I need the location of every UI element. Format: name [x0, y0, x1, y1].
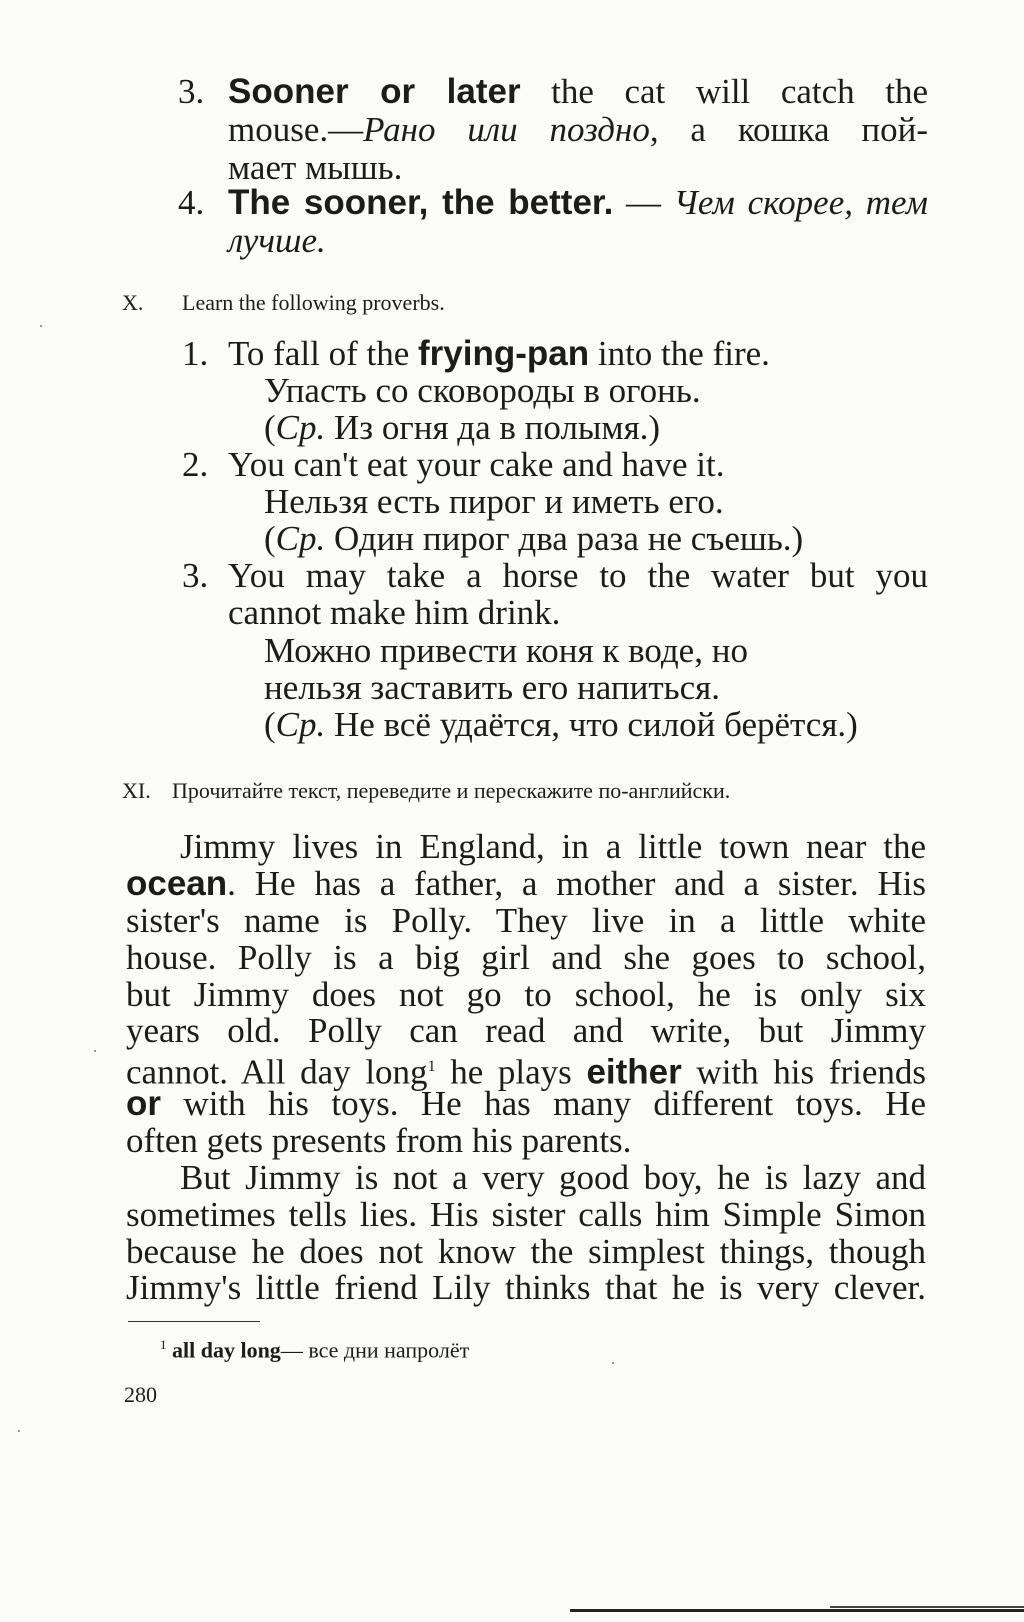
- footnote-gloss: все дни напролёт: [308, 1337, 470, 1363]
- ix-item-3-line1: [228, 73, 928, 111]
- scan-speck: [94, 1050, 96, 1052]
- section-xi-number: XI.: [122, 778, 151, 803]
- p1-line-8-rest: with his toys. He has many different toys. He: [161, 1084, 926, 1123]
- proverb-1-cf-text: Из огня да в полымя.): [325, 408, 661, 447]
- proverb-2-english: You can't eat your cake and have it.: [228, 445, 725, 484]
- ix-item-4-dash: —: [613, 183, 674, 222]
- section-xi-heading: Прочитайте текст, переведите и перескажите по-английски.: [172, 778, 731, 803]
- scan-speck: [612, 1362, 614, 1364]
- proverb-2-num: 2.: [182, 445, 209, 484]
- proverb-2-cf: [264, 520, 803, 558]
- footnote-rule: [128, 1321, 260, 1322]
- proverb-3-english-2: cannot make him drink.: [228, 593, 561, 632]
- either-bold: either: [586, 1052, 682, 1092]
- proverb-3-cf-label: Ср.: [275, 705, 326, 744]
- p1-line-6: years old. Polly can read and write, but Jimmy: [126, 1011, 926, 1050]
- proverb-3-russian-2: нельзя заставить его напиться.: [264, 668, 720, 707]
- proverb-1-en-a: To fall of the: [228, 334, 418, 373]
- footnote-dash: —: [280, 1337, 309, 1363]
- proverb-2-russian: Нельзя есть пирог и иметь его.: [264, 482, 724, 521]
- ix-item-3-rest: the cat will catch the: [520, 72, 928, 111]
- section-x-heading: Learn the following proverbs.: [182, 290, 445, 315]
- proverb-1-cf: [264, 409, 660, 447]
- proverb-3-cf: [264, 706, 858, 744]
- proverb-2-cf-label: Ср.: [275, 519, 326, 558]
- proverb-1-en-b: into the fire.: [589, 334, 770, 373]
- proverb-2-cf-open: (: [264, 519, 276, 558]
- p2-line-1: But Jimmy is not a very good boy, he is lazy and: [180, 1158, 926, 1197]
- proverb-1-cf-label: Ср.: [275, 408, 326, 447]
- p1-line-7-a: cannot. All day long: [126, 1052, 428, 1092]
- proverb-3-russian-1: Можно привести коня к воде, но: [264, 631, 748, 670]
- ix-item-3-line2: [228, 111, 928, 149]
- proverb-3-english-1: You may take a horse to the water but you: [228, 556, 928, 595]
- section-x-number: X.: [122, 290, 144, 315]
- footnote-mark: 1: [160, 1337, 167, 1352]
- ix-item-3-russian-italic: Рано или поздно: [363, 110, 650, 149]
- scan-speck: [40, 325, 42, 327]
- proverb-1-russian: Упасть со сковороды в огонь.: [264, 371, 701, 410]
- ix-item-4-num: 4.: [178, 183, 205, 222]
- ix-item-3-russian-rest: , а кошка пой-: [649, 110, 928, 149]
- ix-item-4-line2: лучше.: [228, 221, 326, 260]
- p1-line-5: but Jimmy does not go to school, he is only six: [126, 975, 926, 1014]
- proverb-1-num: 1.: [182, 334, 209, 373]
- p1-line-8: [126, 1085, 926, 1123]
- ix-item-4-bold: The sooner, the better.: [228, 183, 614, 222]
- p1-line-2: [126, 865, 926, 903]
- p1-line-7-c: with his friends: [681, 1052, 926, 1092]
- proverb-3-cf-text: Не всё удаётся, что силой берётся.): [325, 705, 858, 744]
- p1-line-9: often gets presents from his parents.: [126, 1121, 632, 1160]
- p2-line-3: because he does not know the simplest things, though: [126, 1232, 926, 1271]
- p1-line-3: sister's name is Polly. They live in a little white: [126, 901, 926, 940]
- footnote-term: all day long: [172, 1337, 281, 1363]
- ix-item-4-russian-italic: Чем скорее, тем: [673, 183, 928, 222]
- p1-line-7-b: he plays: [435, 1052, 587, 1092]
- proverb-2-cf-text: Один пирог два раза не съешь.): [325, 519, 804, 558]
- proverb-1-bold: frying-pan: [418, 334, 590, 373]
- ix-item-3-num: 3.: [178, 72, 205, 111]
- ix-item-4-line1: [228, 184, 928, 222]
- p1-line-1: Jimmy lives in England, in a little town near the: [180, 827, 926, 866]
- proverb-1-cf-open: (: [264, 408, 276, 447]
- ix-item-3-line3: мает мышь.: [228, 148, 403, 187]
- ix-item-3-bold: Sooner or later: [228, 72, 521, 111]
- ocean-bold: ocean: [126, 864, 228, 903]
- proverb-1-english: [228, 335, 770, 373]
- or-bold: or: [126, 1084, 161, 1123]
- proverb-3-cf-open: (: [264, 705, 276, 744]
- p1-line-4: house. Polly is a big girl and she goes to school,: [126, 938, 926, 977]
- page-edge-shadow: [570, 1609, 1024, 1612]
- footnote-ref: 1: [427, 1058, 436, 1075]
- footnote: [160, 1332, 469, 1363]
- proverb-3-num: 3.: [182, 556, 209, 595]
- p2-line-4: Jimmy's little friend Lily thinks that he is very clever.: [126, 1268, 926, 1307]
- page-edge-shadow-2: [830, 1606, 1024, 1608]
- ix-item-3-plain: mouse.—: [228, 110, 364, 149]
- page-number: 280: [124, 1382, 157, 1407]
- scan-speck: [18, 1430, 20, 1432]
- p2-line-2: sometimes tells lies. His sister calls him Simple Simon: [126, 1195, 926, 1234]
- p1-line-2-rest: . He has a father, a mother and a sister. His: [227, 864, 926, 903]
